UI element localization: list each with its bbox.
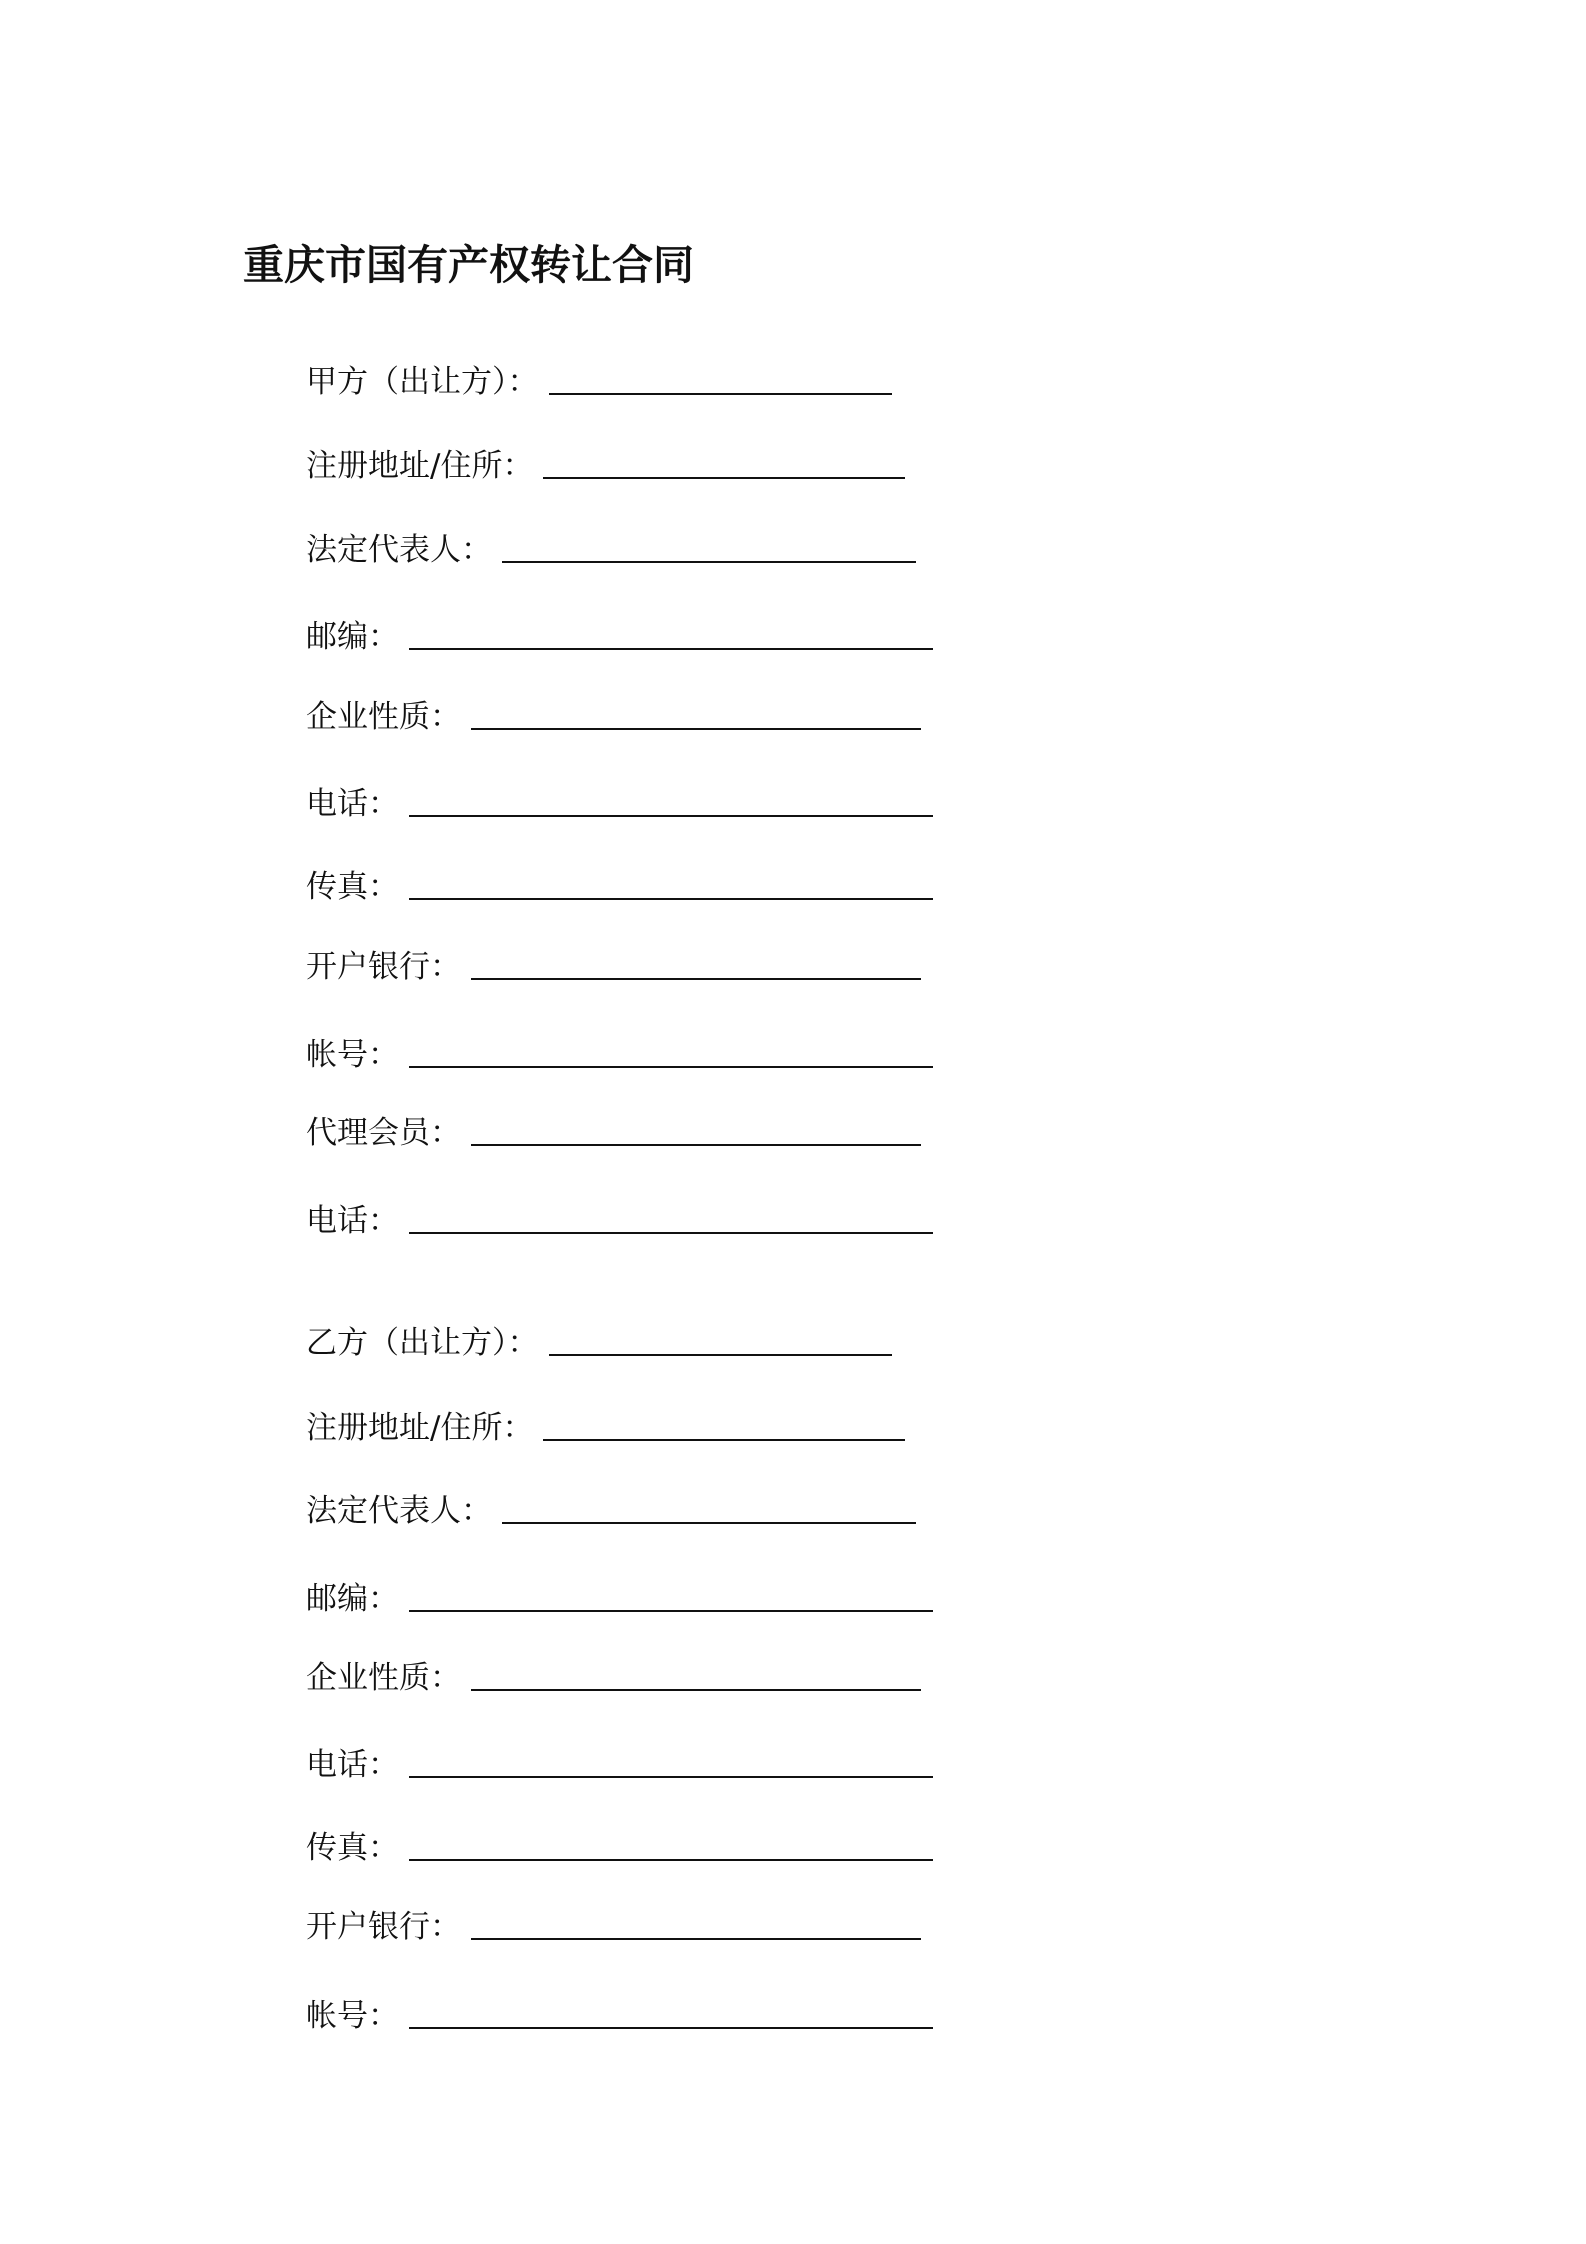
party-b-enterprise-type-field: [306, 1658, 921, 1698]
party-a-address-field: [306, 446, 905, 486]
party-b-name-label: 乙方（出让方）：: [306, 1325, 539, 1361]
party-b-name-field: [306, 1323, 892, 1363]
party-b-legal-rep-field: [306, 1491, 916, 1531]
party-b-postcode-blank[interactable]: [409, 1610, 933, 1612]
party-b-bank-field: [306, 1907, 921, 1947]
party-a-account-field: [306, 1035, 933, 1075]
party-a-name-blank[interactable]: [549, 393, 892, 395]
party-a-agent-phone-field: [306, 1201, 933, 1241]
party-a-enterprise-type-blank[interactable]: [471, 728, 921, 730]
party-a-name-field: [306, 362, 892, 402]
party-a-fax-blank[interactable]: [409, 898, 933, 900]
party-b-enterprise-type-blank[interactable]: [471, 1689, 921, 1691]
party-a-postcode-field: [306, 617, 933, 657]
party-a-postcode-blank[interactable]: [409, 648, 933, 650]
party-b-address-blank[interactable]: [543, 1439, 905, 1441]
party-b-legal-rep-label: 法定代表人：: [306, 1493, 492, 1529]
party-b-name-blank[interactable]: [549, 1354, 892, 1356]
party-a-agent-member-field: [306, 1113, 921, 1153]
party-b-phone-label: 电话：: [306, 1747, 399, 1783]
party-b-phone-field: [306, 1745, 933, 1785]
party-a-account-label: 帐号：: [306, 1037, 399, 1073]
party-b-postcode-field: [306, 1579, 933, 1619]
party-b-account-field: [306, 1996, 933, 2036]
party-a-legal-rep-label: 法定代表人：: [306, 532, 492, 568]
party-a-phone-field: [306, 784, 933, 824]
party-a-address-label: 注册地址/住所：: [306, 448, 534, 484]
party-b-enterprise-type-label: 企业性质：: [306, 1660, 461, 1696]
party-a-fax-label: 传真：: [306, 869, 399, 905]
party-a-postcode-label: 邮编：: [306, 619, 399, 655]
party-a-account-blank[interactable]: [409, 1066, 933, 1068]
document-title: 重庆市国有产权转让合同: [243, 241, 694, 289]
party-b-fax-field: [306, 1828, 933, 1868]
party-b-postcode-label: 邮编：: [306, 1581, 399, 1617]
party-a-bank-blank[interactable]: [471, 978, 921, 980]
party-b-address-label: 注册地址/住所：: [306, 1410, 534, 1446]
party-b-legal-rep-blank[interactable]: [502, 1522, 916, 1524]
party-a-legal-rep-field: [306, 530, 916, 570]
party-a-agent-member-blank[interactable]: [471, 1144, 921, 1146]
party-a-agent-phone-blank[interactable]: [409, 1232, 933, 1234]
party-a-enterprise-type-label: 企业性质：: [306, 699, 461, 735]
party-b-account-label: 帐号：: [306, 1998, 399, 2034]
party-b-fax-blank[interactable]: [409, 1859, 933, 1861]
party-a-bank-field: [306, 947, 921, 987]
party-a-fax-field: [306, 867, 933, 907]
party-a-phone-label: 电话：: [306, 786, 399, 822]
party-a-enterprise-type-field: [306, 697, 921, 737]
party-a-bank-label: 开户银行：: [306, 949, 461, 985]
party-b-address-field: [306, 1408, 905, 1448]
party-b-bank-blank[interactable]: [471, 1938, 921, 1940]
party-b-bank-label: 开户银行：: [306, 1909, 461, 1945]
party-b-phone-blank[interactable]: [409, 1776, 933, 1778]
party-a-agent-phone-label: 电话：: [306, 1203, 399, 1239]
party-b-account-blank[interactable]: [409, 2027, 933, 2029]
party-a-phone-blank[interactable]: [409, 815, 933, 817]
party-a-agent-member-label: 代理会员：: [306, 1115, 461, 1151]
party-b-fax-label: 传真：: [306, 1830, 399, 1866]
party-a-legal-rep-blank[interactable]: [502, 561, 916, 563]
party-a-address-blank[interactable]: [543, 477, 905, 479]
party-a-name-label: 甲方（出让方）：: [306, 364, 539, 400]
